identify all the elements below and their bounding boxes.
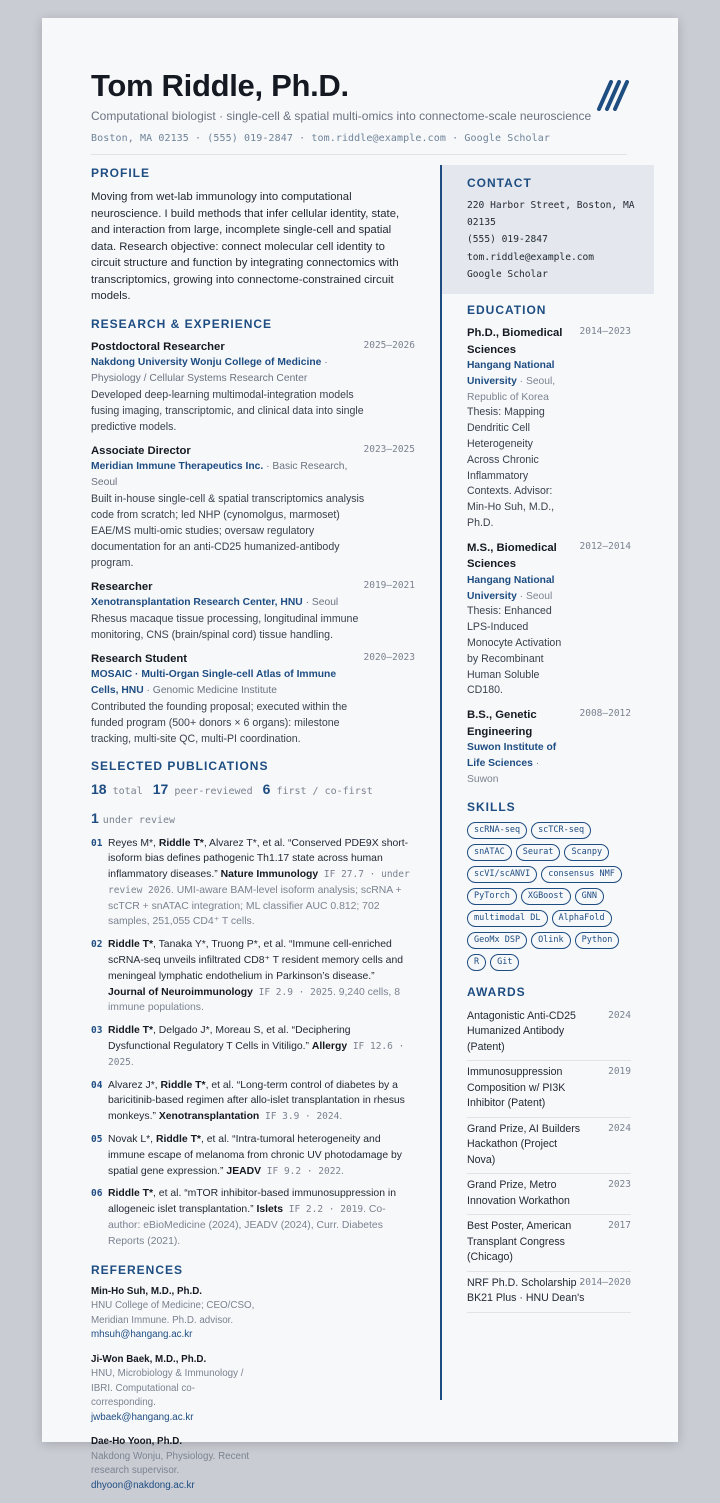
publication-impact: IF 27.7 · under review 2026 [108, 869, 410, 896]
publication-journal: Islets [256, 1204, 284, 1216]
skill-chip: GNN [575, 888, 604, 905]
skill-chip: snATAC [467, 844, 512, 861]
publication-citation [108, 1023, 415, 1070]
experience-title: RESEARCH & EXPERIENCE [91, 316, 273, 331]
award-name: Best Poster, American Transplant Congress (Chicago) [467, 1220, 572, 1264]
publication-self-author: Riddle T* [108, 1025, 154, 1037]
skill-chip: PyTorch [467, 888, 517, 905]
skill-chip: R [467, 954, 486, 971]
award-name: NRF Ph.D. Scholarship · BK21 Plus · HNU Dean's [467, 1276, 585, 1305]
publication-self-author: Riddle T* [160, 1079, 206, 1091]
publications-title: SELECTED PUBLICATIONS [91, 758, 269, 773]
award-name: Immunosuppression Composition w/ PI3K Inhibitor (Patent) [467, 1066, 566, 1110]
stat-total-count: 18 [91, 780, 107, 797]
education-school-line [467, 740, 567, 787]
publication-self-author: Riddle T* [108, 1188, 154, 1200]
education-school-line [467, 573, 567, 605]
education-years: 2008–2012 [579, 708, 631, 720]
publication-item [91, 836, 415, 931]
education-degree: Ph.D., Biomedical Sciences [467, 327, 563, 356]
skill-chip: AlphaFold [552, 910, 612, 927]
reference-item [91, 1353, 255, 1426]
job-years: 2020–2023 [363, 651, 415, 663]
job-title: Associate Director [91, 444, 191, 457]
publication-impact: IF 12.6 · 2025 [108, 1041, 405, 1068]
publication-note: . [130, 1056, 134, 1068]
job-description: Built in-house single-cell & spatial transcriptomics analysis code from scratch; led NHP (cynomolgus, marmoset) EAE/MS multi-omic studies; oversaw regulatory documentation for an anti-CD25 humanized-antibody program. [91, 492, 365, 569]
job-title: Postdoctoral Researcher [91, 340, 225, 353]
publication-number: 06 [91, 1188, 103, 1200]
contact-email[interactable]: tom.riddle@example.com [467, 251, 595, 263]
education-school-line [467, 358, 567, 405]
reference-name: Min-Ho Suh, M.D., Ph.D. [91, 1285, 203, 1297]
job-years: 2025–2026 [363, 339, 415, 351]
education-thesis: Thesis: Mapping Dendritic Cell Heterogeneity Across Chronic Inflammatory Contexts. Advisor: Min-Ho Suh, M.D., Ph.D. [467, 406, 555, 529]
job-org-line [91, 459, 415, 491]
publication-note: . [339, 1111, 343, 1123]
stat-first-label: first / co-first [276, 785, 373, 797]
publication-citation [108, 836, 415, 931]
education-school: Suwon Institute of Life Sciences [467, 742, 557, 769]
publication-journal: Nature Immunology [220, 869, 319, 881]
award-year: 2019 [608, 1066, 631, 1078]
job-title: Researcher [91, 580, 153, 593]
experience-item [91, 651, 415, 747]
reference-name: Dae-Ho Yoon, Ph.D. [91, 1436, 183, 1448]
stat-review-label: under review [102, 814, 176, 826]
publication-number: 03 [91, 1025, 103, 1037]
award-item [467, 1174, 631, 1215]
skill-chip: Olink [531, 932, 571, 949]
job-description: Contributed the founding proposal; executed within the funded program (500+ donors × 6 organs): milestone tracking, multi-site QC, multi-PI coordination. [91, 700, 348, 745]
publication-self-author: Riddle T* [155, 1134, 201, 1146]
publication-impact: IF 2.9 · 2025 [252, 986, 333, 998]
reference-description: HNU, Microbiology & Immunology / IBRI. Computational co-corresponding. [91, 1368, 244, 1409]
publication-item [91, 1078, 415, 1125]
job-org-detail: · Physiology / Cellular Systems Research Center [91, 356, 328, 384]
award-item [467, 1215, 631, 1272]
skill-chip: scVI/scANVI [467, 866, 537, 883]
education-item [467, 325, 631, 532]
tagline: Computational biologist · single-cell & spatial multi-omics into connectome-scale neuroscience [91, 109, 592, 123]
award-item [467, 1005, 631, 1062]
reference-item [91, 1285, 255, 1343]
job-org: Xenotransplantation Research Center, HNU [91, 596, 303, 608]
publication-title: , et al. “mTOR inhibitor-based immunosuppression in allogeneic islet transplantation.” [108, 1188, 396, 1216]
publication-item [91, 937, 415, 1016]
job-org-detail: · Genomic Medicine Institute [143, 684, 277, 696]
publication-journal: Allergy [311, 1041, 348, 1053]
award-item [467, 1061, 631, 1118]
publication-number: 01 [91, 837, 103, 849]
publication-title: , Alvarez T*, et al. “Conserved PDE9X short-isoform bias defines pathogenic Th1.17 state across human inflammatory diseases.” [108, 837, 409, 881]
publication-note: . 9,240 cells, 8 immune populations. [108, 986, 400, 1014]
publication-citation [108, 1078, 415, 1125]
reference-item [91, 1435, 255, 1493]
award-item [467, 1118, 631, 1175]
publication-number: 04 [91, 1079, 103, 1091]
job-org: Meridian Immune Therapeutics Inc. [91, 460, 264, 472]
experience-item [91, 339, 415, 435]
publication-item [91, 1023, 415, 1070]
award-year: 2017 [608, 1220, 631, 1232]
education-location: · Suwon [467, 757, 540, 785]
publication-journal: Xenotransplantation [158, 1111, 260, 1123]
education-item [467, 707, 631, 787]
skill-chip: XGBoost [521, 888, 571, 905]
job-years: 2023–2025 [363, 443, 415, 455]
contact-title: CONTACT [467, 176, 532, 190]
education-years: 2012–2014 [579, 540, 631, 552]
education-thesis: Thesis: Enhanced LPS-Induced Monocyte Activation by Recombinant Human Soluble CD180. [467, 605, 562, 697]
publication-title: , Delgado J*, Moreau S, et al. “Deciphering Dysfunctional Regulatory T Cells in Vitiligo.” [108, 1025, 351, 1053]
experience-item [91, 579, 415, 643]
publication-number: 02 [91, 939, 103, 951]
job-org: MOSAIC · Multi-Organ Single-cell Atlas of Immune Cells, HNU [91, 668, 337, 696]
job-org-detail: · Seoul [302, 596, 339, 608]
publication-citation [108, 1132, 415, 1179]
header-divider [91, 154, 627, 155]
award-year: 2023 [608, 1179, 631, 1191]
skill-chip: consensus NMF [541, 866, 622, 883]
education-location: · Seoul, Republic of Korea [467, 375, 556, 403]
sidebar-column [467, 303, 631, 1313]
reference-name: Ji-Won Baek, M.D., Ph.D. [91, 1353, 207, 1365]
education-years: 2014–2023 [579, 326, 631, 337]
publication-note: . [341, 1165, 345, 1177]
publication-authors-pre: Reyes M*, [108, 837, 159, 849]
page-title: Tom Riddle, Ph.D. [91, 68, 349, 103]
education-location: · Seoul [516, 590, 553, 602]
publication-impact: IF 2.2 · 2019 [283, 1204, 364, 1216]
publication-item [91, 1186, 415, 1249]
publication-authors-pre: Novak L*, [108, 1134, 156, 1146]
awards-title: AWARDS [467, 984, 526, 999]
contact-scholar-link[interactable]: Google Scholar [467, 268, 548, 280]
reference-email[interactable]: jwbaek@hangang.ac.kr [91, 1411, 194, 1423]
publication-journal: Journal of Neuroimmunology [108, 986, 253, 998]
skill-chip: scTCR-seq [531, 822, 591, 839]
skill-chip: Git [490, 954, 519, 971]
publication-stats [91, 781, 415, 829]
award-name: Grand Prize, Metro Innovation Workathon [467, 1179, 570, 1207]
award-name: Grand Prize, AI Builders Hackathon (Project Nova) [467, 1122, 581, 1166]
stat-peer-count: 17 [152, 780, 169, 797]
stat-first-count: 6 [262, 780, 271, 797]
job-description: Developed deep-learning multimodal-integration models fusing imaging, transcriptomic, and clinical data into single predictive models. [91, 388, 364, 433]
contact-phone: (555) 019-2847 [467, 234, 548, 246]
publication-title: , et al. “Long-term control of diabetes by a baricitinib-based regimen after allo-islet transplantation in rhesus monkeys.” [108, 1079, 405, 1123]
reference-description: Nakdong Wonju, Physiology. Recent research supervisor. [91, 1450, 250, 1477]
education-item [467, 540, 631, 699]
publication-title: , et al. “Intra-tumoral heterogeneity and immune escape of melanoma from chronic UV photodamage by spatial gene expression.” [108, 1134, 402, 1177]
education-school: Hangang National University [467, 574, 555, 602]
award-year: 2024 [608, 1122, 631, 1134]
reference-email[interactable]: dhyoon@nakdong.ac.kr [91, 1479, 195, 1491]
job-org: Nakdong University Wonju College of Medicine [91, 356, 322, 368]
publication-number: 05 [91, 1134, 103, 1146]
education-degree: B.S., Genetic Engineering [467, 709, 537, 738]
publication-journal: JEADV [226, 1165, 262, 1177]
publication-impact: IF 3.9 · 2024 [259, 1111, 340, 1123]
experience-item [91, 443, 415, 571]
publication-item [91, 1132, 415, 1179]
contact-panel [442, 165, 654, 294]
award-year: 2024 [608, 1009, 631, 1021]
education-title: EDUCATION [467, 303, 547, 317]
job-description: Rhesus macaque tissue processing, longitudinal immune monitoring, CNS (brain/spinal cord) tissue handling. [91, 612, 359, 641]
job-org-line [91, 595, 415, 611]
publication-citation [108, 937, 415, 1016]
publication-title: , Tanaka Y*, Truong P*, et al. “Immune cell-enriched scRNA-seq unveils infiltrated CD8⁺ T resident memory cells and meningeal lymphatic endothelium in Parkinson’s disease.” [108, 939, 403, 982]
resume-page [42, 18, 678, 1491]
stat-peer-label: peer-reviewed [174, 785, 253, 797]
reference-email[interactable]: mhsuh@hangang.ac.kr [91, 1329, 193, 1341]
stat-total-label: total [112, 785, 143, 797]
education-school: Hangang National University [467, 360, 555, 387]
publication-note: . Co-author: eBioMedicine (2024), JEADV (2024), Curr. Diabetes Reports (2021). [108, 1204, 386, 1247]
profile-text: Moving from wet-lab immunology into computational neuroscience. I build methods that infer cellular identity, state, and interaction from large, incomplete single-cell and spatial data. Research objective: connect molecular cell identity to circuit structure and function by integrating connectomics with transcriptomics, growing into connectome-constrained circuit models. [91, 191, 400, 302]
reference-description: HNU College of Medicine; CEO/CSO, Meridian Immune. Ph.D. advisor. [91, 1300, 255, 1326]
main-column [91, 166, 415, 1503]
job-years: 2019–2021 [363, 579, 415, 591]
job-org-line [91, 355, 415, 387]
contact-line: Boston, MA 02135 · (555) 019-2847 · tom.riddle@example.com · Google Scholar [91, 133, 551, 144]
profile-title: PROFILE [91, 166, 151, 180]
award-item [467, 1272, 631, 1313]
stat-review-count: 1 [91, 809, 99, 826]
column-divider [440, 165, 442, 1400]
education-degree: M.S., Biomedical Sciences [467, 541, 557, 571]
job-org-line [91, 667, 415, 699]
skill-chip: multimodal DL [467, 910, 548, 927]
skill-chip: scRNA-seq [467, 822, 527, 839]
award-year: 2014–2020 [579, 1276, 631, 1288]
job-title: Research Student [91, 652, 188, 665]
skills-title: SKILLS [467, 799, 516, 814]
skill-chip: Scanpy [564, 844, 609, 861]
slash-logo-icon [595, 79, 631, 111]
references-title: REFERENCES [91, 1262, 184, 1277]
skill-chip: GeoMx DSP [467, 932, 527, 949]
publication-self-author: Riddle T* [108, 939, 154, 951]
contact-address: 220 Harbor Street, Boston, MA 02135 [467, 200, 635, 229]
publication-citation [108, 1186, 415, 1249]
skill-chip: Seurat [516, 844, 561, 861]
publication-impact: IF 9.2 · 2022 [261, 1165, 342, 1177]
contact-lines [467, 197, 647, 283]
skill-chip: Python [575, 932, 620, 949]
publication-self-author: Riddle T* [158, 837, 204, 849]
publication-note: . UMI-aware BAM-level isoform analysis; scRNA + scTCR + snATAC integration; ML classifier AUC 0.812; 702 samples, 251,055 CD4⁺ T cells. [108, 884, 402, 928]
publication-authors-pre: Alvarez J*, [108, 1079, 161, 1091]
award-name: Antagonistic Anti-CD25 Humanized Antibody (Patent) [467, 1009, 576, 1053]
job-org-detail: · Basic Research, Seoul [91, 460, 348, 488]
